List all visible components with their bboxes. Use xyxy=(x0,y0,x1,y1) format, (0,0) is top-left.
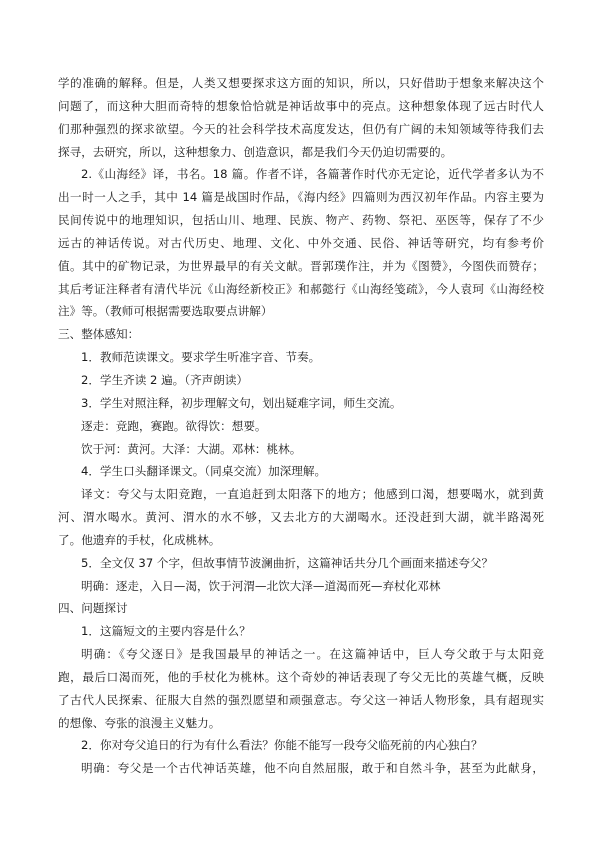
paragraph-line: 值。其中的矿物记录，为世界最早的有关文献。晋郭璞作注，并为《图赞》，今图佚而赞存； xyxy=(58,258,544,273)
question-item: 1．这篇短文的主要内容是什么？ xyxy=(81,624,251,639)
body-text xyxy=(58,72,544,780)
answer-line: 明确：夸父是一个古代神话英雄，他不向自然屈服，敢于和自然斗争，甚至为此献身， xyxy=(81,761,544,776)
translation-line: 译文：夸父与太阳竞跑，一直追赶到太阳落下的地方；他感到口渴，想要喝水，就到黄 xyxy=(81,487,544,502)
step-item: 1．教师范读课文。要求学生听准字音、节奏。 xyxy=(81,350,321,365)
section-heading: 四、问题探讨 xyxy=(58,601,128,616)
paragraph-line: 探寻，去研究，所以，这种想象力、创造意识，都是我们今天仍迫切需要的。 xyxy=(58,144,453,159)
answer-line: 跑，最后口渴而死，他的手杖化为桃林。这个奇妙的神话表现了夸父无比的英雄气概，反映 xyxy=(58,669,544,684)
paragraph-line: 出一时一人之手，其中 14 篇是战国时作品，《海内经》四篇则为西汉初年作品。内容主要为 xyxy=(58,190,544,205)
answer-line: 的想像、夸张的浪漫主义魅力。 xyxy=(58,715,221,730)
paragraph-line: 其后考证注释者有清代毕沅《山海经新校正》和郝懿行《山海经笺疏》，今人袁珂《山海经校 xyxy=(58,281,544,296)
step-item: 2．学生齐读 2 遍。（齐声朗读） xyxy=(81,372,249,387)
paragraph-line: 学的准确的解释。但是，人类又想要探求这方面的知识，所以，只好借助于想象来解决这个 xyxy=(58,76,544,90)
answer-line: 明确：逐走，入日—渴，饮于河渭—北饮大泽—道渴而死—弃杖化邓林 xyxy=(81,578,441,593)
step-item: 3．学生对照注释，初步理解文句，划出疑难字词，师生交流。 xyxy=(81,395,402,410)
paragraph-line: 注》等。（教师可根据需要选取要点讲解） xyxy=(58,304,273,319)
paragraph-line: 2.《山海经》译，书名。18 篇。作者不详，各篇著作时代亦无定论，近代学者多认为不 xyxy=(81,167,544,182)
step-item: 4．学生口头翻译课文。（同桌交流）加深理解。 xyxy=(81,464,327,479)
step-item: 5．全文仅 37 个字，但故事情节波澜曲折，这篇神话共分几个画面来描述夸父？ xyxy=(81,555,494,570)
paragraph-line: 远古的神话传说。对古代历史、地理、文化、中外交通、民俗、神话等研究，均有参考价 xyxy=(58,235,544,250)
section-heading: 三、整体感知： xyxy=(58,327,140,342)
answer-line: 明确：《夸父逐日》是我国最早的神话之一。在这篇神话中，巨人夸父敢于与太阳竞 xyxy=(81,647,544,662)
gloss-line: 饮于河：黄河。大泽：大湖。邓林：桃林。 xyxy=(81,441,302,456)
translation-line: 了。他遗弃的手杖，化成桃林。 xyxy=(58,532,221,547)
question-item: 2．你对夸父追日的行为有什么看法？你能不能写一段夸父临死前的内心独白？ xyxy=(81,738,483,753)
answer-line: 了古代人民探索、征服大自然的强烈愿望和顽强意志。夸父这一神话人物形象，具有超现实 xyxy=(58,692,544,707)
translation-line: 河、渭水喝水。黄河、渭水的水不够，又去北方的大湖喝水。还没赶到大湖，就半路渴死 xyxy=(58,510,544,525)
paragraph-line: 们那种强烈的探求欲望。今天的社会科学技术高度发达，但仍有广阔的未知领域等待我们去 xyxy=(58,121,544,136)
gloss-line: 逐走：竞跑，赛跑。欲得饮：想要。 xyxy=(81,418,267,433)
paragraph-line: 民间传说中的地理知识，包括山川、地理、民族、物产、药物、祭祀、巫医等，保存了不少 xyxy=(58,213,544,228)
paragraph-line: 问题了，而这种大胆而奇特的想象恰恰就是神话故事中的亮点。这种想象体现了远古时代人 xyxy=(58,98,544,113)
